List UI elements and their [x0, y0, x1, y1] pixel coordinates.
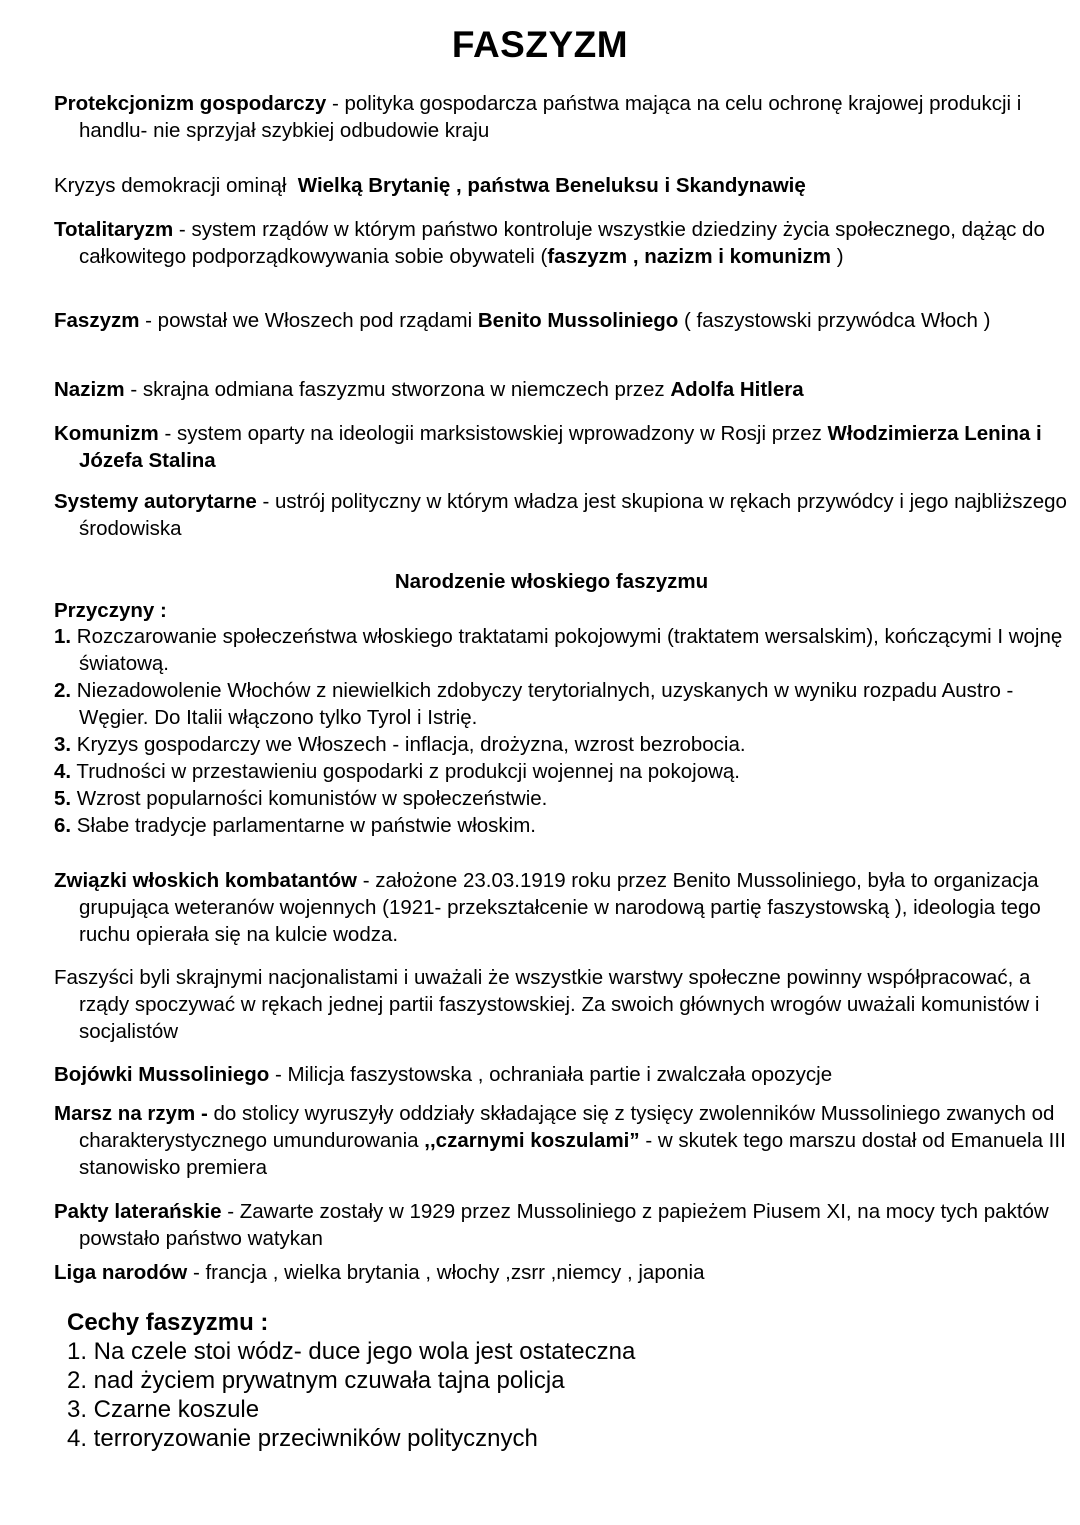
- cause-item: [54, 677, 1079, 731]
- term: Liga narodów: [54, 1261, 188, 1284]
- cause-item: [54, 812, 1079, 839]
- list-number: 6.: [54, 814, 72, 837]
- term: Totalitaryzm: [54, 218, 174, 241]
- definition-protekcjonizm: [54, 90, 1079, 144]
- list-number: 1.: [54, 625, 72, 648]
- note-text: - Milicja faszystowska , ochraniała partie i zwalczała opozycje: [269, 1063, 833, 1086]
- term-emphasis: Benito Mussoliniego: [477, 309, 679, 332]
- cause-item: [54, 731, 1079, 758]
- term: Nazizm: [54, 378, 125, 401]
- term: Związki włoskich kombatantów: [54, 869, 358, 892]
- definition-text: - system rządów w którym państwo kontroluje wszystkie dziedziny życia społecznego, dążąc do całkowitego podporządkowywania sobie obywateli (: [79, 218, 1045, 268]
- cause-item: [54, 785, 1079, 812]
- list-text: Trudności w przestawieniu gospodarki z produkcji wojennej na pokojową.: [71, 760, 741, 783]
- causes-heading: Przyczyny :: [54, 599, 167, 622]
- term: Wielką Brytanię , państwa Beneluksu i Skandynawię: [297, 174, 806, 197]
- feature-item: 1. Na czele stoi wódz- duce jego wola jest ostateczna: [67, 1338, 636, 1365]
- term-emphasis: Włodzimierza Lenina i Józefa Stalina: [79, 422, 1042, 472]
- note-text: - Zawarte zostały w 1929 przez Mussoliniego z papieżem Piusem XI, na mocy tych paktów powstało państwo watykan: [79, 1200, 1049, 1250]
- note-text: - w skutek tego marszu dostał od Emanuela III stanowisko premiera: [79, 1129, 1066, 1179]
- list-number: 2.: [54, 679, 72, 702]
- cause-item: [54, 758, 1079, 785]
- definition-kryzys-demokracji: [54, 172, 1079, 199]
- definition-text: ): [831, 245, 844, 268]
- list-text: Wzrost popularności komunistów w społeczeństwie.: [71, 787, 548, 810]
- note-pakty-lateranskie: [54, 1198, 1079, 1252]
- list-text: Słabe tradycje parlamentarne w państwie włoskim.: [71, 814, 536, 837]
- term: Systemy autorytarne: [54, 490, 257, 513]
- term-emphasis: ,,czarnymi koszulami”: [424, 1129, 640, 1152]
- definition-text: - ustrój polityczny w którym władza jest skupiona w rękach przywódcy i jego najbliższego środowiska: [79, 490, 1067, 540]
- note-text: - francja , wielka brytania , włochy ,zsrr ,niemcy , japonia: [187, 1261, 705, 1284]
- feature-item: 2. nad życiem prywatnym czuwała tajna policja: [67, 1367, 565, 1394]
- section-heading: Narodzenie włoskiego faszyzmu: [394, 570, 709, 593]
- term-emphasis: Adolfa Hitlera: [670, 378, 804, 401]
- term: Marsz na rzym -: [54, 1102, 208, 1125]
- note-zwiazki-kombatantow: [54, 867, 1079, 948]
- definition-faszyzm: [54, 307, 1079, 334]
- list-number: 4.: [54, 760, 72, 783]
- feature-item: 3. Czarne koszule: [67, 1396, 260, 1423]
- definition-systemy-autorytarne: [54, 488, 1079, 542]
- note-text: - założone 23.03.1919 roku przez Benito Mussoliniego, była to organizacja grupująca weteranów wojennych (1921- przekształcenie w narodową partię faszystowską ), ideologia tego ruchu opierała się na kulcie wodza.: [79, 869, 1041, 946]
- features-heading: Cechy faszyzmu :: [67, 1309, 269, 1336]
- term: Faszyzm: [54, 309, 140, 332]
- definition-text: - polityka gospodarcza państwa mająca na celu ochronę krajowej produkcji i handlu- nie sprzyjał szybkiej odbudowie kraju: [79, 92, 1022, 142]
- list-number: 5.: [54, 787, 72, 810]
- note-text: Faszyści byli skrajnymi nacjonalistami i uważali że wszystkie warstwy społeczne powinny współpracować, a rządy spoczywać w rękach jednej partii faszystowskiej. Za swoich głównych wrogów uważali komunistów i socjalistów: [54, 966, 1040, 1043]
- definition-text: - system oparty na ideologii marksistowskiej wprowadzony w Rosji przez: [158, 422, 828, 445]
- definition-text: - skrajna odmiana faszyzmu stworzona w niemczech przez: [124, 378, 671, 401]
- feature-item: 4. terroryzowanie przeciwników politycznych: [67, 1425, 538, 1452]
- term: Bojówki Mussoliniego: [54, 1063, 270, 1086]
- list-number: 3.: [54, 733, 72, 756]
- term-emphasis: faszyzm , nazizm i komunizm: [547, 245, 832, 268]
- list-text: Rozczarowanie społeczeństwa włoskiego traktatami pokojowymi (traktatem wersalskim), kończącymi I wojnę światową.: [71, 625, 1063, 675]
- term: Protekcjonizm gospodarczy: [54, 92, 327, 115]
- definition-komunizm: [54, 420, 1079, 474]
- definition-totalitaryzm: [54, 216, 1079, 270]
- definition-text: Kryzys demokracji ominął: [54, 174, 298, 197]
- page-title: FASZYZM: [451, 24, 629, 65]
- list-text: Niezadowolenie Włochów z niewielkich zdobyczy terytorialnych, uzyskanych w wyniku rozpadu Austro - Węgier. Do Italii włączono tylko Tyrol i Istrię.: [71, 679, 1014, 729]
- definition-nazizm: [54, 376, 1079, 403]
- definition-text: - powstał we Włoszech pod rządami: [139, 309, 478, 332]
- definition-text: ( faszystowski przywódca Włoch ): [678, 309, 991, 332]
- cause-item: [54, 623, 1079, 677]
- note-bojowki: [54, 1061, 1079, 1088]
- note-liga-narodow: [54, 1259, 1079, 1286]
- term: Komunizm: [54, 422, 159, 445]
- list-text: Kryzys gospodarczy we Włoszech - inflacja, drożyzna, wzrost bezrobocia.: [71, 733, 746, 756]
- term: Pakty laterańskie: [54, 1200, 222, 1223]
- note-faszysci: [54, 964, 1079, 1045]
- note-marsz-na-rzym: [54, 1100, 1079, 1181]
- note-text: do stolicy wyruszyły oddziały składające się z tysięcy zwolenników Mussoliniego zwanych od charakterystycznego umundurowania: [79, 1102, 1055, 1152]
